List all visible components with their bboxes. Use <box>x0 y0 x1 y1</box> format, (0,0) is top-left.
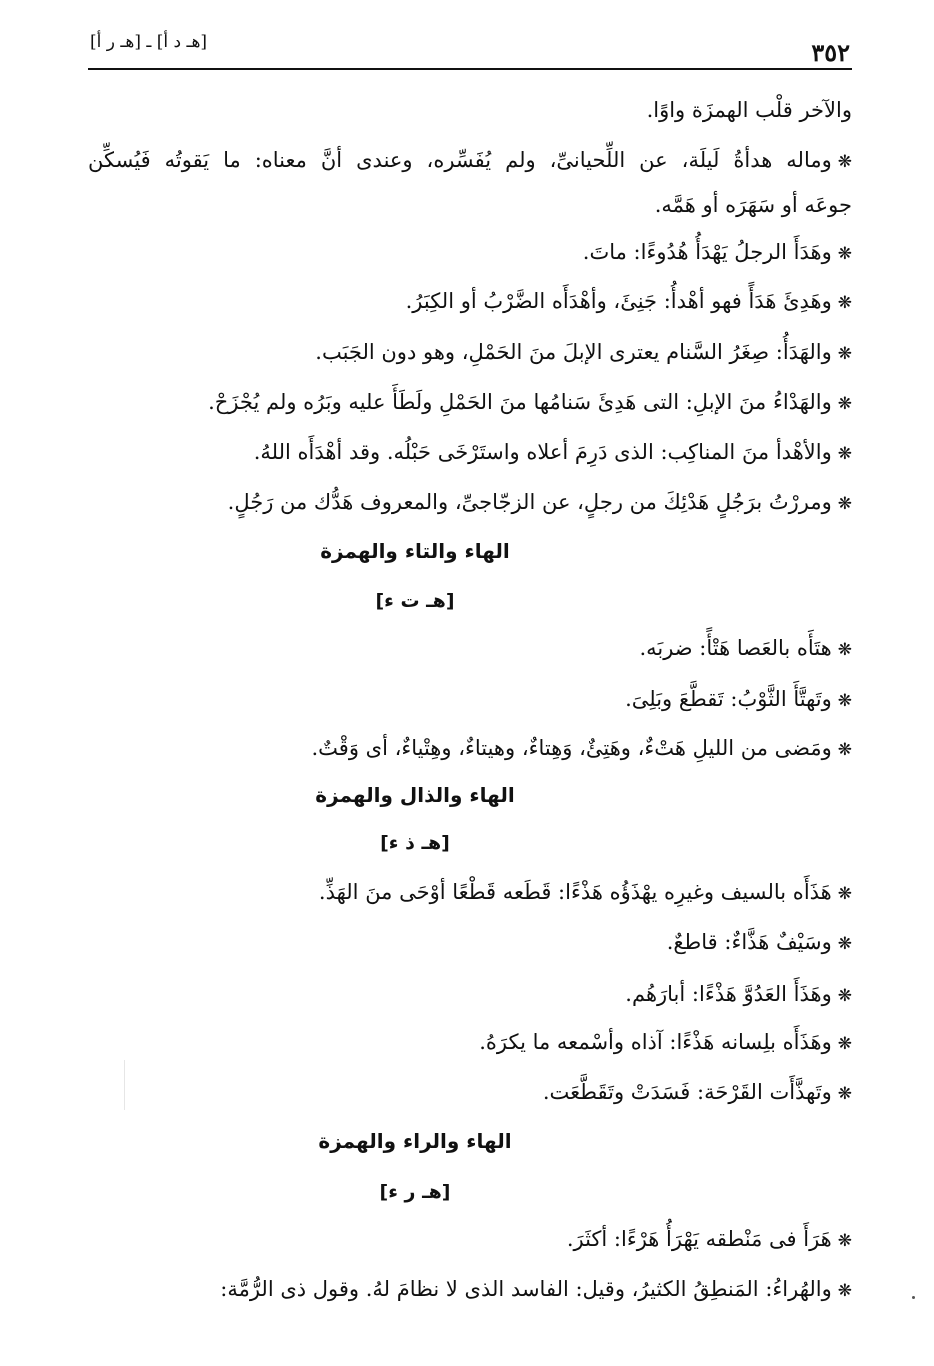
paragraph-line <box>88 683 852 717</box>
entry-marker-icon: ❋ <box>837 884 852 904</box>
paragraph-line <box>88 876 852 910</box>
paragraph-line <box>88 1223 852 1257</box>
paragraph-line <box>88 926 852 960</box>
paragraph-text: هتَأَه بالعَصا هَتْأً: ضربَه. <box>639 636 832 660</box>
root-heading: [هـ ذ ء] <box>380 832 450 854</box>
paragraph-line <box>88 978 852 1012</box>
entry-marker-icon: ❋ <box>837 494 852 514</box>
paragraph-line <box>88 285 852 319</box>
paragraph-text: وتَهذَّأَت القَرْحَة: فَسَدَتْ وتَقَطَّعَت. <box>542 1080 832 1104</box>
paragraph-text: وتَهتَّأَ الثَّوْبُ: تَقطَّعَ وبَلِىَ. <box>625 687 832 711</box>
entry-marker-icon: ❋ <box>837 1281 852 1301</box>
header-root-range: [هـ د أ] ـ [هـ ر أ] <box>90 32 208 52</box>
paragraph-line <box>88 94 852 126</box>
paragraph-text: وهَذَأَه بلِسانه هَذْءًا: آذاه وأسْمعه ما يكرَهُ. <box>479 1030 832 1054</box>
page-header <box>88 28 852 70</box>
root-heading: [هـ ر ء] <box>379 1181 451 1203</box>
paragraph-line <box>88 632 852 666</box>
entry-marker-icon: ❋ <box>837 1231 852 1251</box>
paragraph-line <box>88 1273 852 1307</box>
paragraph-line <box>88 732 852 766</box>
entry-marker-icon: ❋ <box>837 344 852 364</box>
entry-marker-icon: ❋ <box>837 1034 852 1054</box>
paragraph-line <box>88 436 852 470</box>
paragraph-text: والهَدْاءُ منَ الإبلِ: التى هَدِئَ سَنامُها منَ الحَمْلِ ولَطَأَ عليه وبَرُه ولم يُجْزَحْ. <box>208 390 832 414</box>
entry-marker-icon: ❋ <box>837 394 852 414</box>
paragraph-text: وهَدِئَ هَدَأً فهو أهْدأُ: جَنِئَ، وأهْدَأَه الضَّرْبُ أو الكِبَرُ. <box>405 289 832 313</box>
paragraph-text: جوعَه أو سَهَرَه أو هَمَّه. <box>654 193 852 217</box>
paragraph-text: هَرَأَ فى مَنْطقه يَهْرَأُ هَرْءًا: أكثَرَ. <box>566 1227 832 1251</box>
entry-marker-icon: ❋ <box>837 1084 852 1104</box>
paragraph-text: والأهْدأ منَ المناكِب: الذى دَرِمَ أعلاه واستَرْخَى حَبْلُه. وقد أهْدَأَه اللهُ. <box>253 440 832 464</box>
entry-marker-icon: ❋ <box>837 444 852 464</box>
entry-marker-icon: ❋ <box>837 152 852 172</box>
paragraph-text: ومَضى من الليلِ هَتْءٌ، وهَتِئٌ، وَهِتاءٌ، وهيتاءٌ، وهِتْياءٌ، أى وَقْتٌ. <box>311 736 832 760</box>
paragraph-line <box>88 236 852 270</box>
entry-marker-icon: ❋ <box>837 640 852 660</box>
section-title: الهاء والراء والهمزة <box>318 1129 512 1153</box>
paragraph-line <box>88 486 852 520</box>
paragraph-line <box>88 336 852 370</box>
paragraph-text: وسَيْفٌ هَذَّاءٌ: قاطعٌ. <box>666 930 832 954</box>
root-heading: [هـ ت ء] <box>375 590 455 612</box>
entry-marker-icon: ❋ <box>837 244 852 264</box>
paragraph-text: والآخر قلْب الهمزَة واوًا. <box>646 98 852 122</box>
entry-marker-icon: ❋ <box>837 740 852 760</box>
paragraph-line <box>88 189 852 221</box>
paragraph-text: ومررْتُ برَجُلٍ هَدْئِكَ من رجلٍ، عن الزجّاجىِّ، والمعروف هَدُّك من رَجُلٍ. <box>227 490 832 514</box>
page-number: ٣٥٢ <box>811 38 850 67</box>
paragraph-line <box>88 1026 852 1060</box>
paragraph-text: والهَدَأُ: صِغَرُ السَّنام يعترى الإبلَ منَ الحَمْلِ، وهو دون الجَبَب. <box>315 340 832 364</box>
paragraph-text: وهَذَأَ العَدُوَّ هَذْءًا: أبارَهُم. <box>625 982 832 1006</box>
paragraph-line <box>88 144 852 178</box>
entry-marker-icon: ❋ <box>837 986 852 1006</box>
scan-artifact-line <box>124 1060 125 1110</box>
paragraph-line <box>88 1076 852 1110</box>
entry-marker-icon: ❋ <box>837 691 852 711</box>
section-title: الهاء والذال والهمزة <box>315 783 515 807</box>
paragraph-text: والهُراءُ: المَنطِقُ الكثيرُ، وقيل: الفاسد الذى لا نظامَ لهُ. وقول ذى الرُّمَّة: <box>220 1277 832 1301</box>
entry-marker-icon: ❋ <box>837 293 852 313</box>
entry-marker-icon: ❋ <box>837 934 852 954</box>
scan-artifact-dot <box>912 1296 915 1299</box>
paragraph-text: وماله هدأةُ لَيلَة، عن اللِّحيانىِّ، ولم يُفَسِّره، وعندى أنَّ معناه: ما يَقوتُه فَيُسكِّن <box>88 148 832 172</box>
paragraph-text: هَذَأَه بالسيف وغيرِه يهْذَؤُه هَذْءًا: قَطَعه قَطْعًا أوْحَى منَ الهَذِّ. <box>318 880 832 904</box>
paragraph-text: وهَدَأَ الرجلُ يَهْدَأُ هُدُوءًا: ماتَ. <box>582 240 832 264</box>
paragraph-line <box>88 386 852 420</box>
section-title: الهاء والتاء والهمزة <box>320 539 510 563</box>
